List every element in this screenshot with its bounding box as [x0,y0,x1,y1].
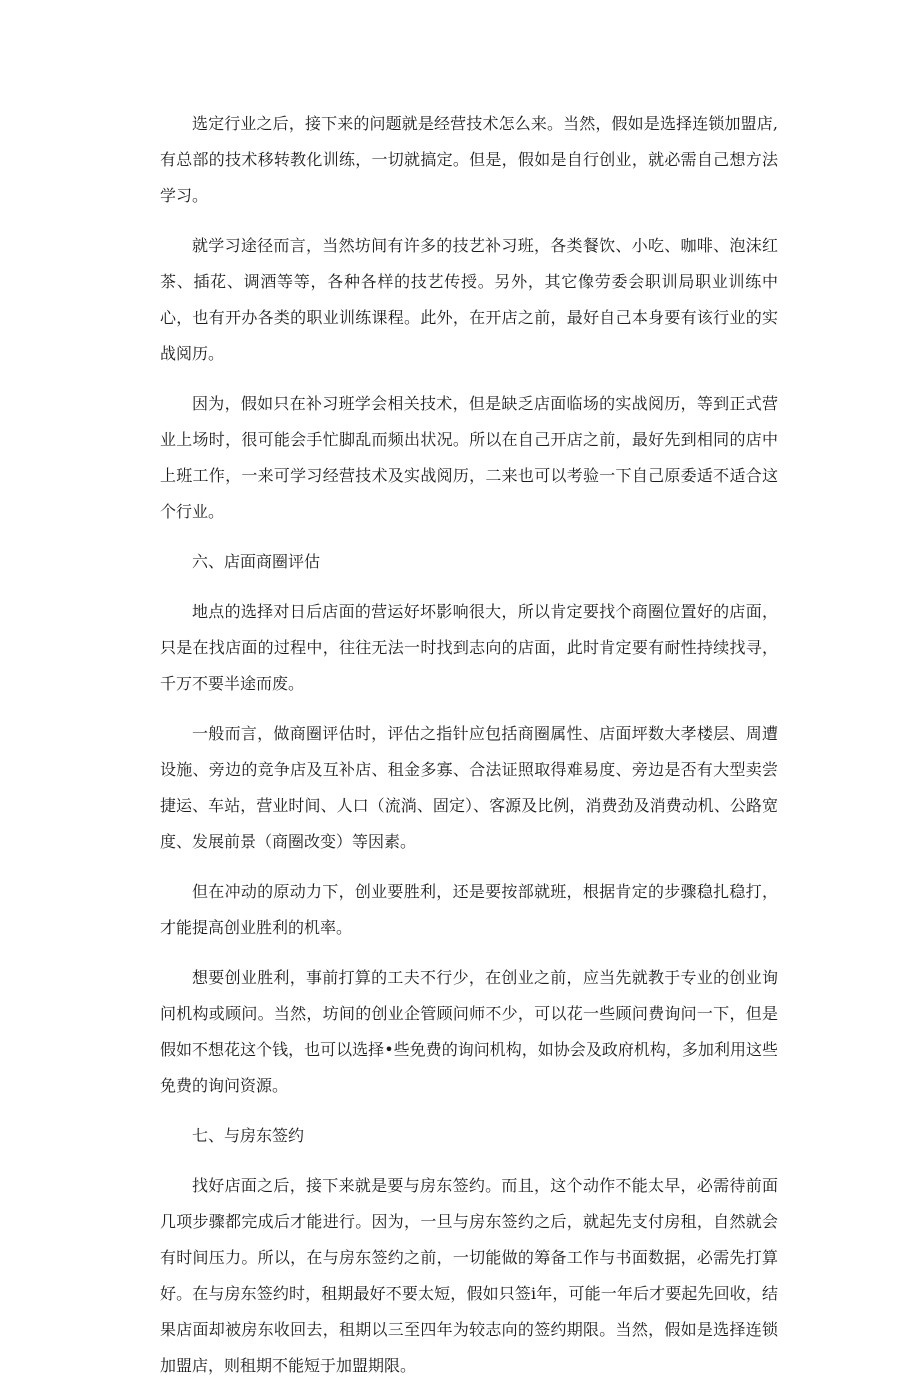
paragraph-practical-experience: 因为，假如只在补习班学会相关技术，但是缺乏店面临场的实战阅历，等到正式营业上场时，很可能会手忙脚乱而频出状况。所以在自己开店之前，最好先到相同的店中上班工作，一来可学习经营技术及实战阅历，二来也可以考验一下自己原委适不适合这个行业。 [160,394,778,521]
paragraph-lease-signing: 找好店面之后，接下来就是要与房东签约。而且，这个动作不能太早，必需待前面几项步骤都完成后才能进行。因为，一旦与房东签约之后，就起先支付房租，自然就会有时间压力。所以，在与房东签约之前，一切能做的筹备工作与书面数据，必需先打算好。在与房东签约时，租期最好不要太短，假如只签i年，可能一年后才要起先回收，结果店面却被房东收回去，租期以三至四年为较志向的签约期限。当然，假如是选择连锁加盟店，则租期不能短于加盟期限。 [160,1176,778,1375]
paragraph-step-by-step: 但在冲动的原动力下，创业要胜利，还是要按部就班，根据肯定的步骤稳扎稳打，才能提高创业胜利的机率。 [160,882,778,937]
paragraph-learning-channels: 就学习途径而言，当然坊间有许多的技艺补习班，各类餐饮、小吃、咖啡、泡沫红茶、插花、调酒等等，各种各样的技艺传授。另外，其它像劳委会职训局职业训练中心，也有开办各类的职业训练课程。此外，在开店之前，最好自己本身要有该行业的实战阅历。 [160,236,778,363]
section-heading-landlord-contract: 七、与房东签约 [192,1126,305,1145]
paragraph-consulting: 想要创业胜利，事前打算的工夫不行少，在创业之前，应当先就教于专业的创业询问机构或顾问。当然，坊间的创业企管顾问师不少，可以花一些顾问费询问一下，但是假如不想花这个钱，也可以选择•些免费的询问机构，如协会及政府机构，多加利用这些免费的询问资源。 [160,968,778,1095]
section-heading-store-area-evaluation: 六、店面商圈评估 [192,552,321,571]
paragraph-operating-skills: 选定行业之后，接下来的问题就是经营技术怎么来。当然，假如是选择连锁加盟店,有总部的技术移转教化训练，一切就搞定。但是，假如是自行创业，就必需自己想方法学习。 [160,114,778,205]
paragraph-evaluation-criteria: 一般而言，做商圈评估时，评估之指针应包括商圈属性、店面坪数大孝楼层、周遭设施、旁边的竞争店及互补店、租金多寡、合法证照取得难易度、旁边是否有大型卖尝捷运、车站，营业时间、人口（流淌、固定）、客源及比例，消费劲及消费动机、公路宽度、发展前景（商圈改变）等因素。 [160,724,778,851]
paragraph-location-choice: 地点的选择对日后店面的营运好坏影响很大，所以肯定要找个商圈位置好的店面，只是在找店面的过程中，往往无法一时找到志向的店面，此时肯定要有耐性持续找寻，千万不要半途而废。 [160,602,778,693]
document-body [160,106,778,1398]
